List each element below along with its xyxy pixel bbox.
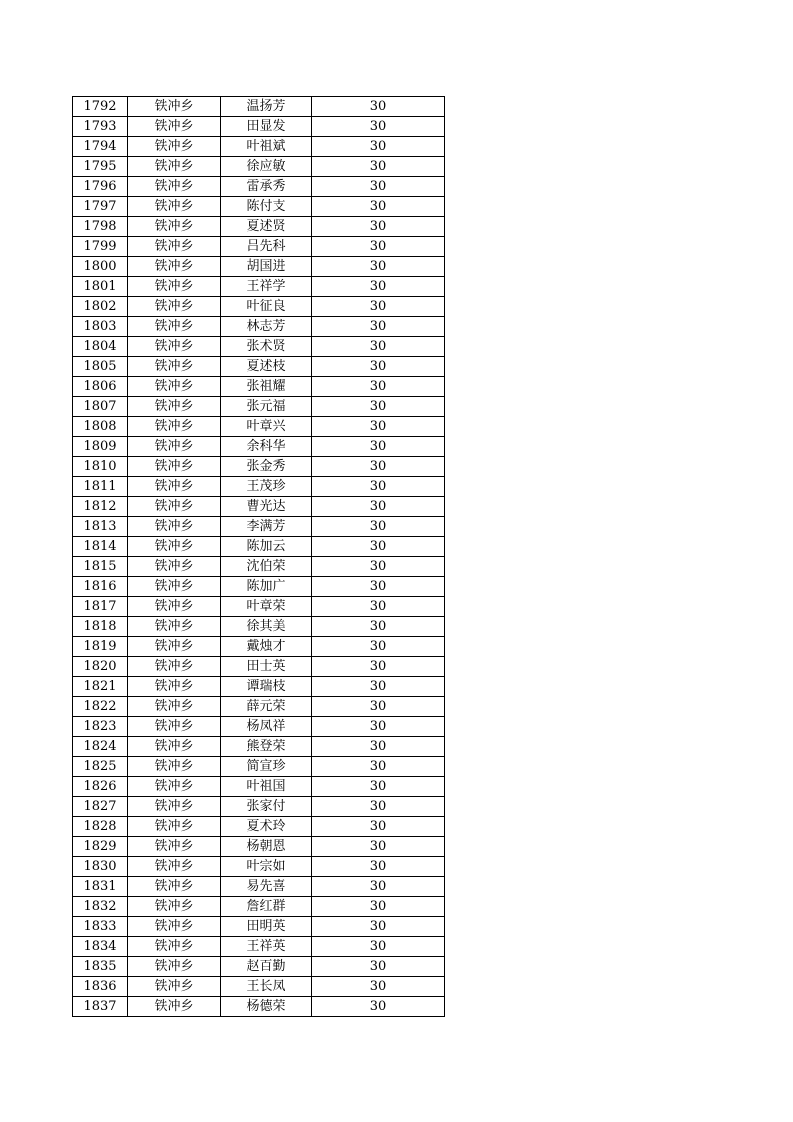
table-row [73,417,445,437]
township-cell: 铁冲乡 [128,877,221,897]
row-number-cell: 1802 [73,297,128,317]
person-name-cell: 夏述贤 [221,217,312,237]
row-number-cell: 1823 [73,717,128,737]
township-cell: 铁冲乡 [128,337,221,357]
amount-cell: 30 [312,617,445,637]
table-row [73,897,445,917]
row-number-cell: 1796 [73,177,128,197]
township-cell: 铁冲乡 [128,937,221,957]
township-cell: 铁冲乡 [128,837,221,857]
row-number-cell: 1807 [73,397,128,417]
row-number-cell: 1824 [73,737,128,757]
amount-cell: 30 [312,497,445,517]
person-name-cell: 简宣珍 [221,757,312,777]
row-number-cell: 1792 [73,97,128,117]
person-name-cell: 胡国进 [221,257,312,277]
person-name-cell: 张术贤 [221,337,312,357]
amount-cell: 30 [312,737,445,757]
township-cell: 铁冲乡 [128,917,221,937]
person-name-cell: 吕先科 [221,237,312,257]
amount-cell: 30 [312,197,445,217]
person-name-cell: 徐应敏 [221,157,312,177]
amount-cell: 30 [312,257,445,277]
person-name-cell: 张祖耀 [221,377,312,397]
township-cell: 铁冲乡 [128,597,221,617]
table-row [73,357,445,377]
row-number-cell: 1820 [73,657,128,677]
amount-cell: 30 [312,817,445,837]
person-name-cell: 陈付支 [221,197,312,217]
township-cell: 铁冲乡 [128,217,221,237]
table-row [73,977,445,997]
table-row [73,697,445,717]
person-name-cell: 杨德荣 [221,997,312,1017]
township-cell: 铁冲乡 [128,497,221,517]
person-name-cell: 田显发 [221,117,312,137]
township-cell: 铁冲乡 [128,757,221,777]
row-number-cell: 1817 [73,597,128,617]
row-number-cell: 1818 [73,617,128,637]
person-name-cell: 谭瑞枝 [221,677,312,697]
row-number-cell: 1809 [73,437,128,457]
township-cell: 铁冲乡 [128,897,221,917]
row-number-cell: 1830 [73,857,128,877]
person-name-cell: 夏述枝 [221,357,312,377]
amount-cell: 30 [312,177,445,197]
person-name-cell: 薛元荣 [221,697,312,717]
township-cell: 铁冲乡 [128,257,221,277]
table-row [73,777,445,797]
table-row [73,117,445,137]
amount-cell: 30 [312,677,445,697]
person-name-cell: 林志芳 [221,317,312,337]
subsidy-table [72,96,445,1017]
person-name-cell: 赵百勤 [221,957,312,977]
amount-cell: 30 [312,697,445,717]
row-number-cell: 1815 [73,557,128,577]
amount-cell: 30 [312,377,445,397]
township-cell: 铁冲乡 [128,317,221,337]
row-number-cell: 1836 [73,977,128,997]
township-cell: 铁冲乡 [128,697,221,717]
amount-cell: 30 [312,337,445,357]
table-row [73,677,445,697]
table-row [73,657,445,677]
row-number-cell: 1804 [73,337,128,357]
person-name-cell: 王祥学 [221,277,312,297]
row-number-cell: 1821 [73,677,128,697]
table-row [73,917,445,937]
person-name-cell: 田士英 [221,657,312,677]
township-cell: 铁冲乡 [128,577,221,597]
person-name-cell: 徐其美 [221,617,312,637]
township-cell: 铁冲乡 [128,297,221,317]
table-row [73,997,445,1017]
table-row [73,597,445,617]
township-cell: 铁冲乡 [128,717,221,737]
township-cell: 铁冲乡 [128,557,221,577]
row-number-cell: 1795 [73,157,128,177]
table-row [73,877,445,897]
table-row [73,957,445,977]
row-number-cell: 1816 [73,577,128,597]
table-row [73,717,445,737]
township-cell: 铁冲乡 [128,237,221,257]
row-number-cell: 1819 [73,637,128,657]
table-row [73,397,445,417]
amount-cell: 30 [312,97,445,117]
amount-cell: 30 [312,977,445,997]
amount-cell: 30 [312,437,445,457]
amount-cell: 30 [312,137,445,157]
person-name-cell: 叶章荣 [221,597,312,617]
row-number-cell: 1808 [73,417,128,437]
table-row [73,497,445,517]
row-number-cell: 1827 [73,797,128,817]
row-number-cell: 1813 [73,517,128,537]
amount-cell: 30 [312,577,445,597]
row-number-cell: 1798 [73,217,128,237]
amount-cell: 30 [312,557,445,577]
table-row [73,797,445,817]
row-number-cell: 1797 [73,197,128,217]
township-cell: 铁冲乡 [128,417,221,437]
person-name-cell: 王茂珍 [221,477,312,497]
row-number-cell: 1825 [73,757,128,777]
table-row [73,337,445,357]
table-row [73,557,445,577]
row-number-cell: 1829 [73,837,128,857]
person-name-cell: 张家付 [221,797,312,817]
table-row [73,217,445,237]
person-name-cell: 田明英 [221,917,312,937]
row-number-cell: 1826 [73,777,128,797]
row-number-cell: 1834 [73,937,128,957]
township-cell: 铁冲乡 [128,397,221,417]
table-row [73,517,445,537]
person-name-cell: 叶章兴 [221,417,312,437]
table-row [73,937,445,957]
amount-cell: 30 [312,937,445,957]
row-number-cell: 1799 [73,237,128,257]
amount-cell: 30 [312,877,445,897]
township-cell: 铁冲乡 [128,617,221,637]
township-cell: 铁冲乡 [128,137,221,157]
amount-cell: 30 [312,297,445,317]
table-row [73,617,445,637]
amount-cell: 30 [312,997,445,1017]
table-row [73,377,445,397]
row-number-cell: 1803 [73,317,128,337]
amount-cell: 30 [312,357,445,377]
person-name-cell: 叶征良 [221,297,312,317]
table-row [73,477,445,497]
township-cell: 铁冲乡 [128,117,221,137]
person-name-cell: 叶祖国 [221,777,312,797]
row-number-cell: 1837 [73,997,128,1017]
amount-cell: 30 [312,317,445,337]
township-cell: 铁冲乡 [128,957,221,977]
person-name-cell: 陈加广 [221,577,312,597]
township-cell: 铁冲乡 [128,377,221,397]
person-name-cell: 曹光达 [221,497,312,517]
township-cell: 铁冲乡 [128,357,221,377]
person-name-cell: 张元福 [221,397,312,417]
row-number-cell: 1833 [73,917,128,937]
township-cell: 铁冲乡 [128,797,221,817]
amount-cell: 30 [312,837,445,857]
table-row [73,757,445,777]
table-row [73,817,445,837]
township-cell: 铁冲乡 [128,657,221,677]
person-name-cell: 叶宗如 [221,857,312,877]
amount-cell: 30 [312,657,445,677]
table-row [73,317,445,337]
amount-cell: 30 [312,917,445,937]
amount-cell: 30 [312,277,445,297]
amount-cell: 30 [312,797,445,817]
amount-cell: 30 [312,217,445,237]
person-name-cell: 叶祖斌 [221,137,312,157]
person-name-cell: 陈加云 [221,537,312,557]
person-name-cell: 沈伯荣 [221,557,312,577]
table-row [73,237,445,257]
township-cell: 铁冲乡 [128,737,221,757]
township-cell: 铁冲乡 [128,97,221,117]
township-cell: 铁冲乡 [128,817,221,837]
table-row [73,737,445,757]
amount-cell: 30 [312,897,445,917]
person-name-cell: 杨凤祥 [221,717,312,737]
person-name-cell: 李满芳 [221,517,312,537]
table-body [73,97,445,1017]
amount-cell: 30 [312,157,445,177]
row-number-cell: 1794 [73,137,128,157]
township-cell: 铁冲乡 [128,677,221,697]
table-row [73,457,445,477]
row-number-cell: 1814 [73,537,128,557]
person-name-cell: 易先喜 [221,877,312,897]
township-cell: 铁冲乡 [128,177,221,197]
table-row [73,857,445,877]
table-row [73,277,445,297]
table-row [73,537,445,557]
row-number-cell: 1832 [73,897,128,917]
amount-cell: 30 [312,597,445,617]
person-name-cell: 雷承秀 [221,177,312,197]
township-cell: 铁冲乡 [128,197,221,217]
amount-cell: 30 [312,237,445,257]
table-row [73,837,445,857]
row-number-cell: 1831 [73,877,128,897]
person-name-cell: 杨朝恩 [221,837,312,857]
amount-cell: 30 [312,477,445,497]
person-name-cell: 温扬芳 [221,97,312,117]
township-cell: 铁冲乡 [128,777,221,797]
township-cell: 铁冲乡 [128,857,221,877]
amount-cell: 30 [312,517,445,537]
table-row [73,137,445,157]
township-cell: 铁冲乡 [128,437,221,457]
person-name-cell: 夏术玲 [221,817,312,837]
person-name-cell: 熊登荣 [221,737,312,757]
amount-cell: 30 [312,717,445,737]
table-row [73,177,445,197]
table-row [73,437,445,457]
row-number-cell: 1800 [73,257,128,277]
row-number-cell: 1810 [73,457,128,477]
row-number-cell: 1812 [73,497,128,517]
amount-cell: 30 [312,757,445,777]
table-row [73,197,445,217]
amount-cell: 30 [312,457,445,477]
amount-cell: 30 [312,777,445,797]
township-cell: 铁冲乡 [128,277,221,297]
row-number-cell: 1806 [73,377,128,397]
table-row [73,257,445,277]
person-name-cell: 詹红群 [221,897,312,917]
person-name-cell: 王祥英 [221,937,312,957]
row-number-cell: 1828 [73,817,128,837]
amount-cell: 30 [312,857,445,877]
row-number-cell: 1805 [73,357,128,377]
person-name-cell: 余科华 [221,437,312,457]
township-cell: 铁冲乡 [128,517,221,537]
township-cell: 铁冲乡 [128,157,221,177]
table-row [73,97,445,117]
row-number-cell: 1801 [73,277,128,297]
amount-cell: 30 [312,417,445,437]
amount-cell: 30 [312,537,445,557]
township-cell: 铁冲乡 [128,477,221,497]
table-row [73,297,445,317]
table-row [73,577,445,597]
township-cell: 铁冲乡 [128,537,221,557]
township-cell: 铁冲乡 [128,637,221,657]
person-name-cell: 张金秀 [221,457,312,477]
amount-cell: 30 [312,957,445,977]
amount-cell: 30 [312,397,445,417]
row-number-cell: 1822 [73,697,128,717]
table-row [73,157,445,177]
row-number-cell: 1835 [73,957,128,977]
amount-cell: 30 [312,637,445,657]
person-name-cell: 王长凤 [221,977,312,997]
township-cell: 铁冲乡 [128,457,221,477]
township-cell: 铁冲乡 [128,997,221,1017]
township-cell: 铁冲乡 [128,977,221,997]
person-name-cell: 戴烛才 [221,637,312,657]
amount-cell: 30 [312,117,445,137]
table-row [73,637,445,657]
row-number-cell: 1811 [73,477,128,497]
row-number-cell: 1793 [73,117,128,137]
